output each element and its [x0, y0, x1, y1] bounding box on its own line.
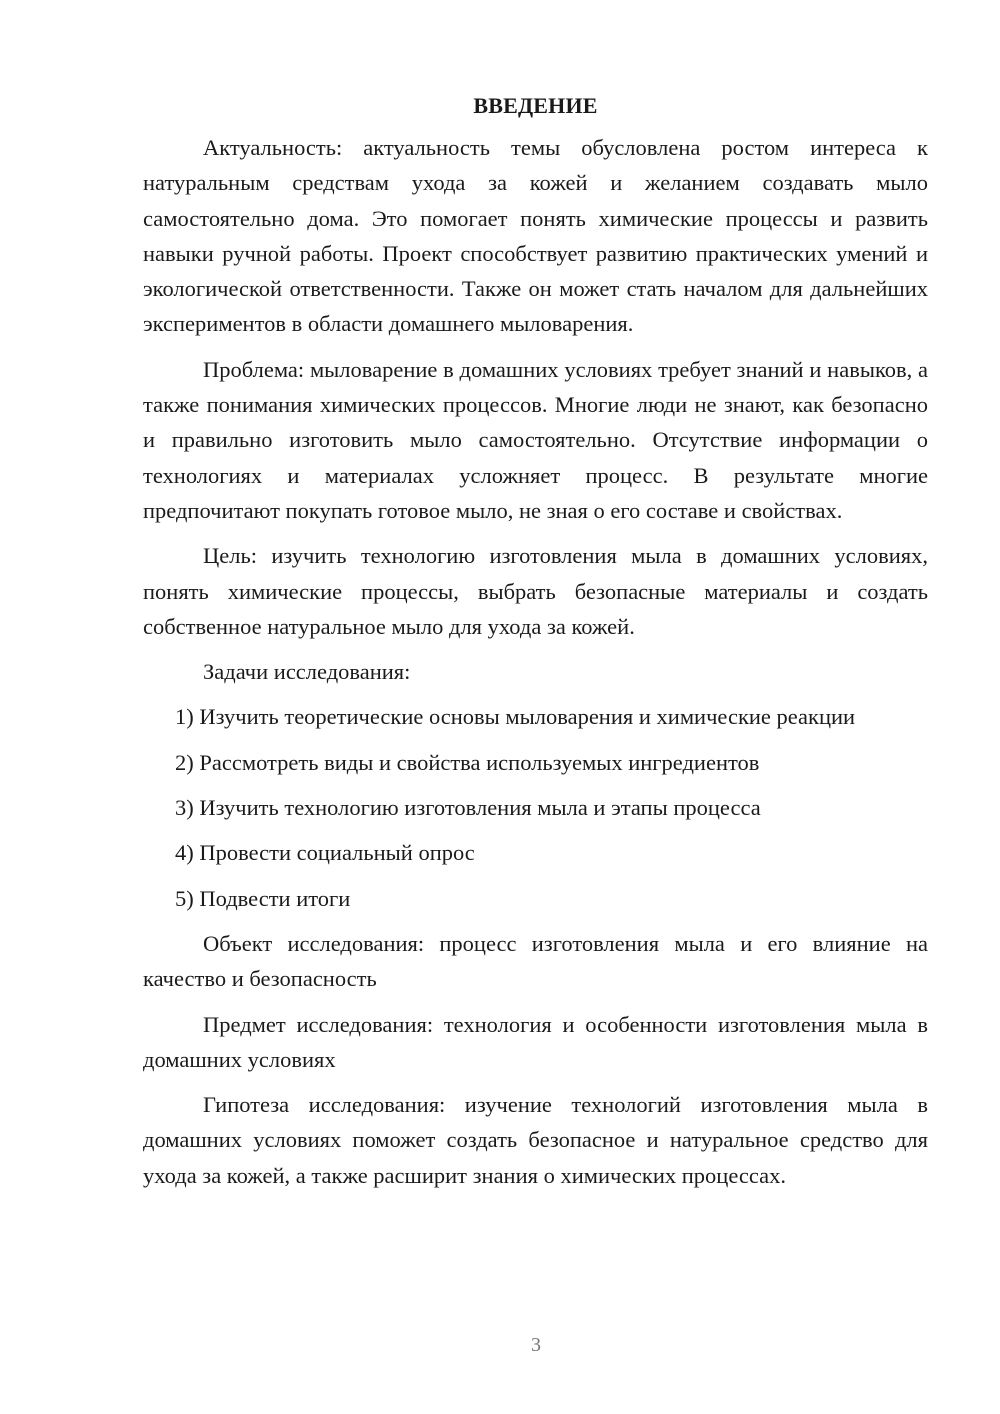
document-title: ВВЕДЕНИЕ	[473, 93, 598, 118]
hypothesis-paragraph: Гипотеза исследования: изучение технологий изготовления мыла в домашних условиях поможет создать безопасное и натуральное средство для ухода за кожей, а также расширит знания о химических процессах.	[143, 1092, 928, 1188]
list-item: 2) Рассмотреть виды и свойства используемых ингредиентов	[175, 749, 760, 775]
list-item: 5) Подвести итоги	[175, 885, 351, 911]
object-paragraph: Объект исследования: процесс изготовления мыла и его влияние на качество и безопасность	[143, 930, 928, 992]
document-page	[143, 92, 928, 1203]
goal-paragraph: Цель: изучить технологию изготовления мыла в домашних условиях, понять химические процессы, выбрать безопасные материалы и создать собственное натуральное мыло для ухода за кожей.	[143, 543, 928, 639]
page-number: 3	[531, 1334, 541, 1356]
subject-paragraph: Предмет исследования: технология и особенности изготовления мыла в домашних условиях	[143, 1011, 928, 1072]
tasks-heading: Задачи исследования:	[203, 659, 411, 685]
list-item: 1) Изучить теоретические основы мыловарения и химические реакции	[175, 704, 856, 730]
list-item: 4) Провести социальный опрос	[175, 840, 475, 866]
relevance-paragraph: Актуальность: актуальность темы обусловлена ростом интереса к натуральным средствам ухода за кожей и желанием создавать мыло самостоятельно дома. Это помогает понять химические процессы и развить навыки ручной работы. Проект способствует развитию практических умений и экологической ответственности. Также он может стать началом для дальнейших экспериментов в области домашнего мыловарения.	[143, 135, 928, 337]
list-item: 3) Изучить технологию изготовления мыла и этапы процесса	[175, 795, 761, 821]
tasks-list	[143, 699, 928, 915]
problem-paragraph: Проблема: мыловарение в домашних условиях требует знаний и навыков, а также понимания химических процессов. Многие люди не знают, как безопасно и правильно изготовить мыло самостоятельно. Отсутствие информации о технологиях и материалах усложняет процесс. В результате многие предпочитают покупать готовое мыло, не зная о его составе и свойствах.	[143, 356, 928, 523]
